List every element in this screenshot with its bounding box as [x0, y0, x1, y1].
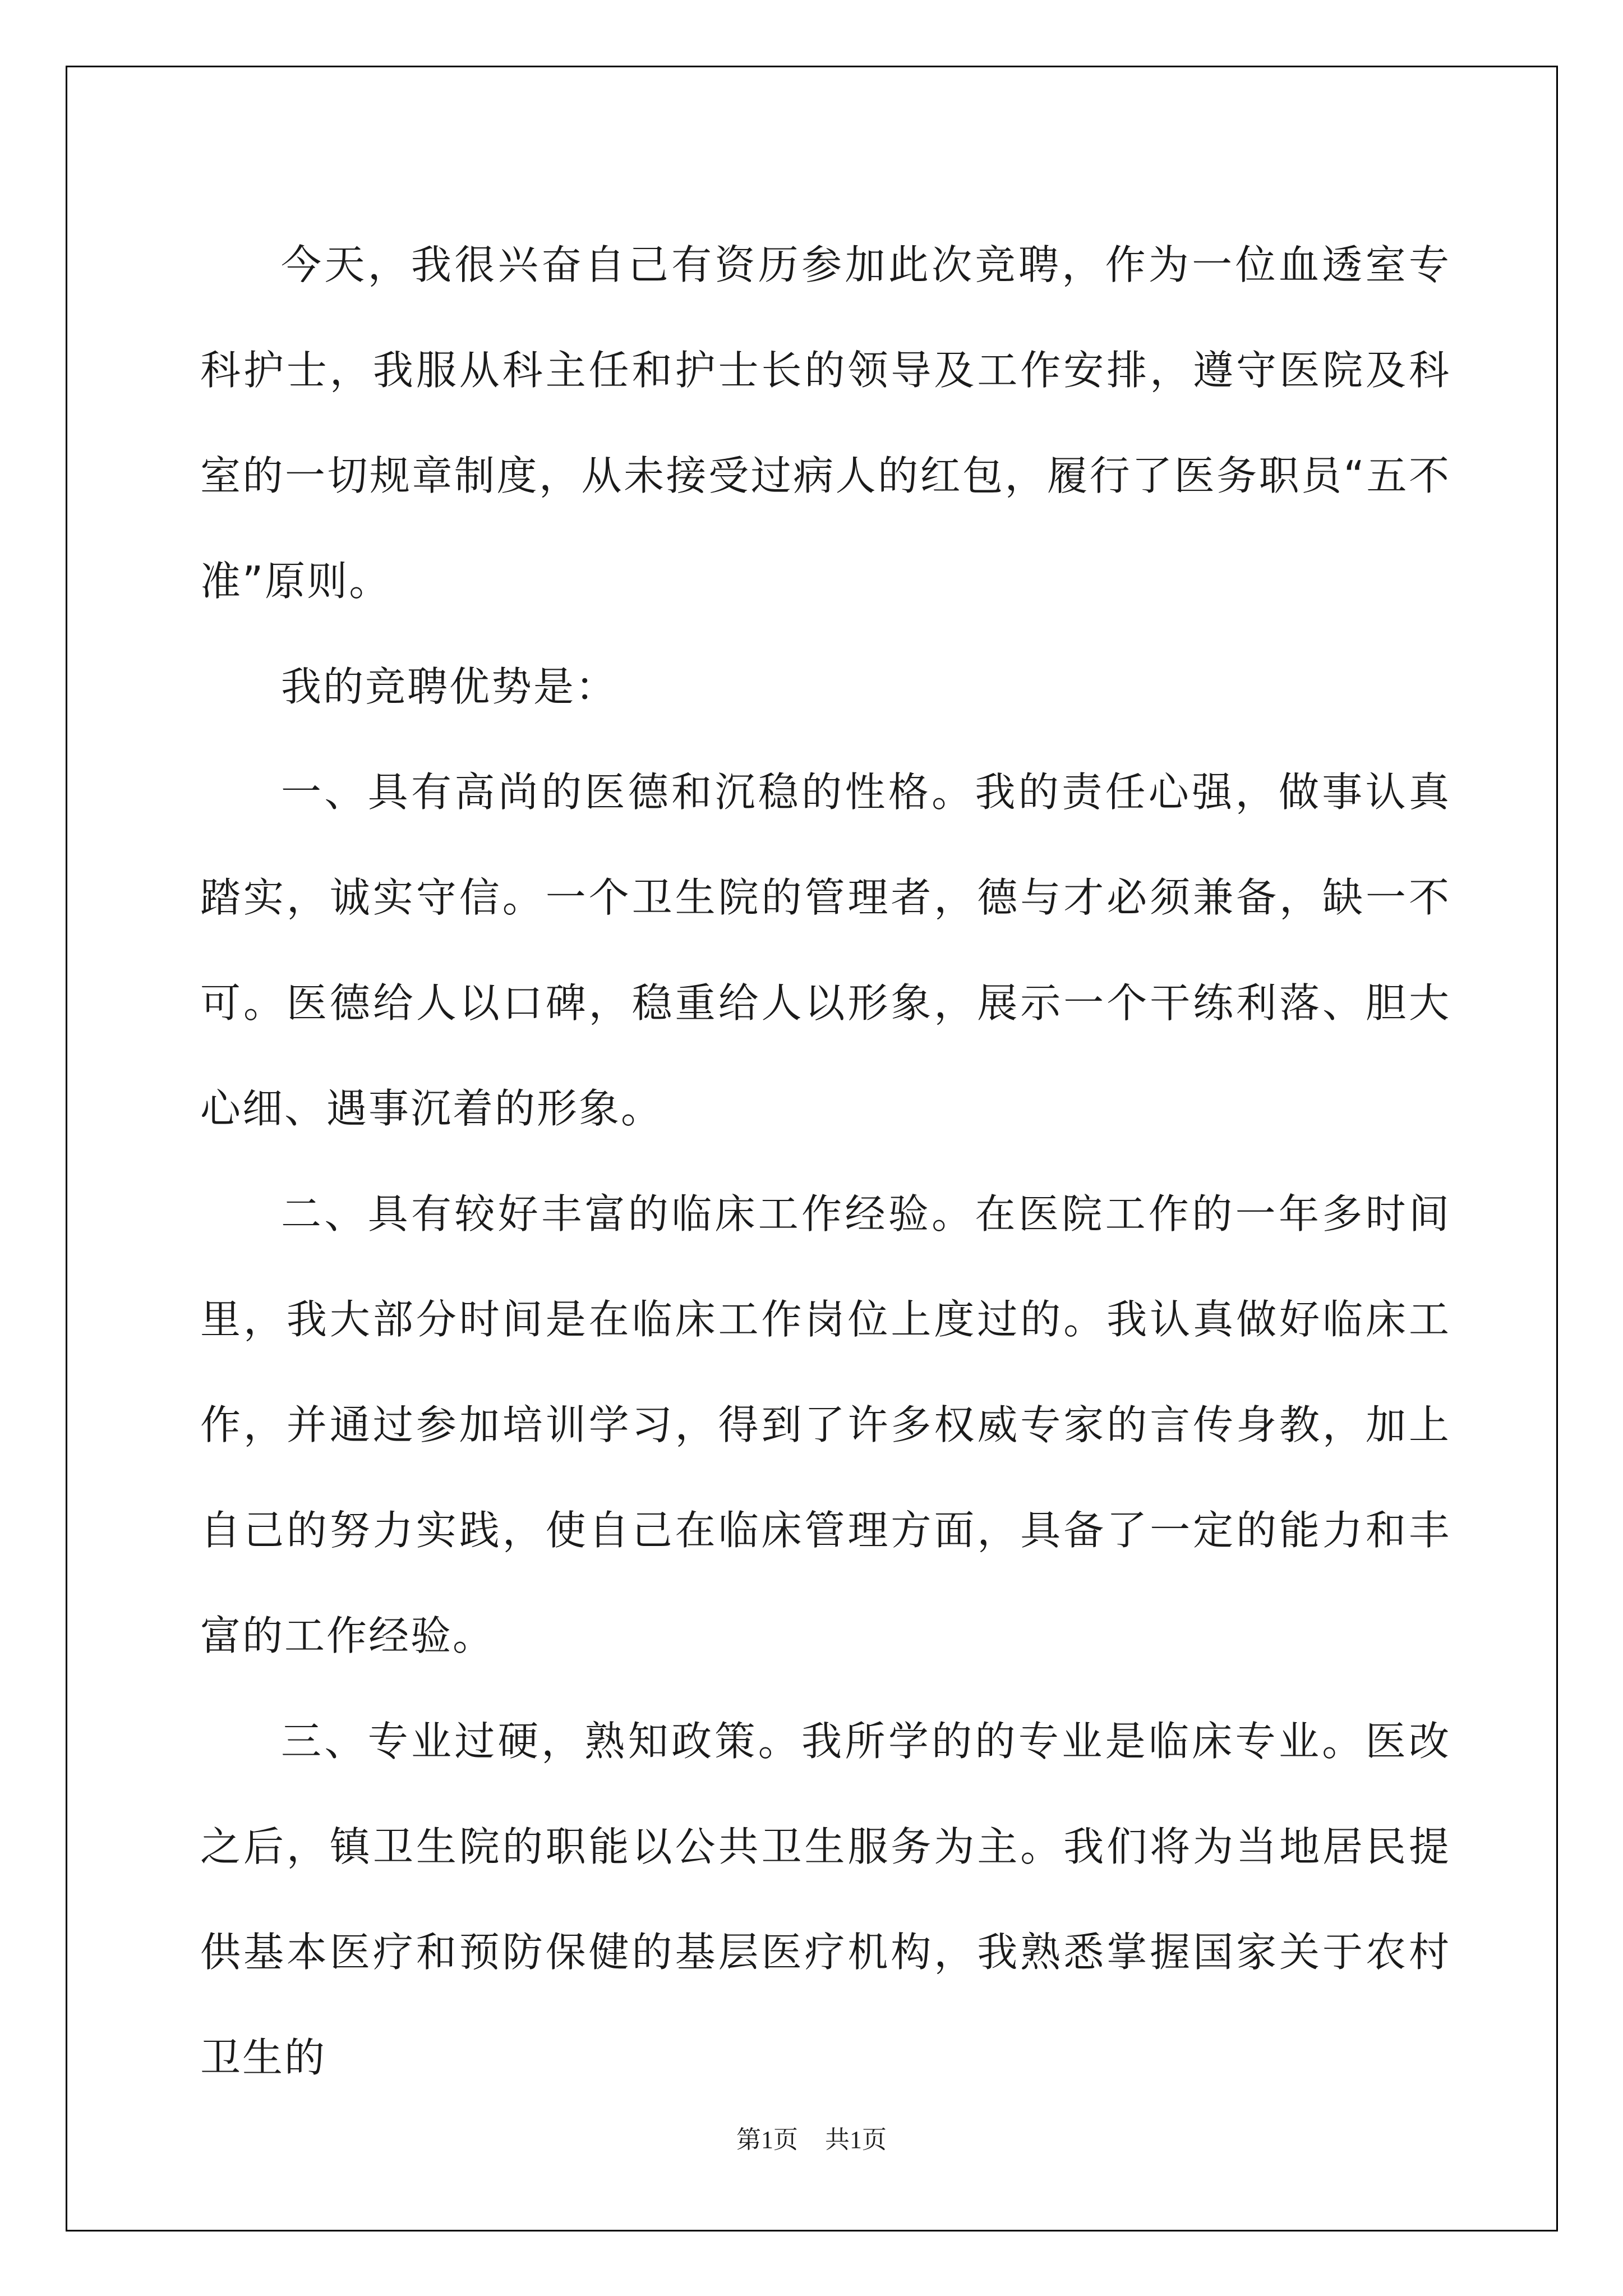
paragraph: 三、专业过硬，熟知政策。我所学的的专业是临床专业。医改之后，镇卫生院的职能以公共卫生服务为主。我们将为当地居民提供基本医疗和预防保健的基层医疗机构，我熟悉掌握国家关于农村卫生的: [200, 1718, 1451, 2081]
paragraph: 二、具有较好丰富的临床工作经验。在医院工作的一年多时间里，我大部分时间是在临床工作岗位上度过的。我认真做好临床工作，并通过参加培训学习，得到了许多权威专家的言传身教，加上自己的努力实践，使自己在临床管理方面，具备了一定的能力和丰富的工作经验。: [200, 1190, 1451, 1659]
document-body: [200, 212, 1451, 2110]
paragraph: 今天，我很兴奋自己有资历参加此次竞聘，作为一位血透室专科护士，我服从科主任和护士长的领导及工作安排，遵守医院及科室的一切规章制度，从未接受过病人的红包，履行了医务职员“五不准”原则。: [200, 241, 1451, 605]
page-total: 共1页: [825, 2126, 887, 2154]
page-number: 第1页: [736, 2126, 798, 2154]
paragraph: 一、具有高尚的医德和沉稳的性格。我的责任心强，做事认真踏实，诚实守信。一个卫生院的管理者，德与才必须兼备，缺一不可。医德给人以口碑，稳重给人以形象，展示一个干练利落、胆大心细、遇事沉着的形象。: [200, 769, 1451, 1132]
page-footer: [0, 2119, 1623, 2155]
paragraph: 我的竞聘优势是：: [281, 663, 618, 710]
